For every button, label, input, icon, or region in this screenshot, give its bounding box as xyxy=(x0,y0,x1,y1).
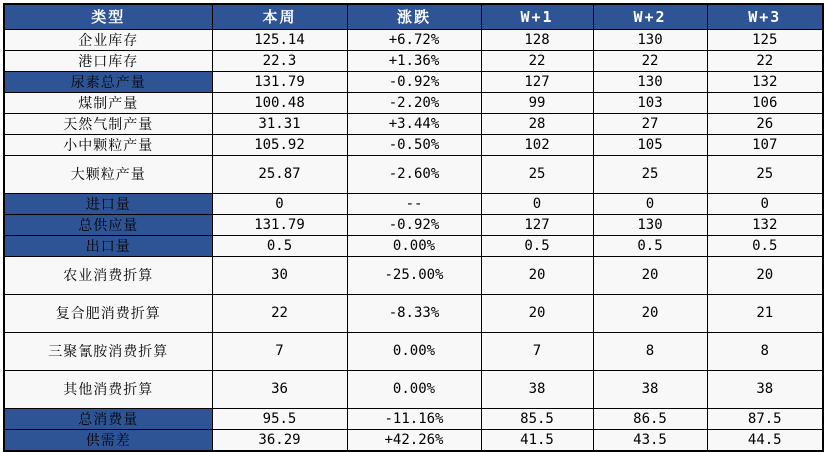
value-cell-w2: 22 xyxy=(593,50,707,71)
value-cell-week: 131.79 xyxy=(212,214,347,235)
value-cell-w1: 41.5 xyxy=(481,429,593,451)
value-cell-change: +3.44% xyxy=(347,113,481,134)
value-cell-change: -0.92% xyxy=(347,214,481,235)
value-cell-w3: 25 xyxy=(707,155,823,193)
value-cell-w2: 20 xyxy=(593,256,707,294)
value-cell-change: +42.26% xyxy=(347,429,481,451)
row-label-cell: 三聚氰胺消费折算 xyxy=(4,332,212,370)
row-label-cell: 小中颗粒产量 xyxy=(4,134,212,155)
value-cell-w2: 43.5 xyxy=(593,429,707,451)
value-cell-w3: 38 xyxy=(707,370,823,408)
value-cell-w2: 0 xyxy=(593,193,707,214)
value-cell-week: 131.79 xyxy=(212,71,347,92)
value-cell-w3: 125 xyxy=(707,29,823,50)
value-cell-w3: 0.5 xyxy=(707,235,823,256)
value-cell-week: 105.92 xyxy=(212,134,347,155)
row-label-cell: 总供应量 xyxy=(4,214,212,235)
value-cell-w2: 38 xyxy=(593,370,707,408)
value-cell-w2: 130 xyxy=(593,214,707,235)
table-row xyxy=(4,29,823,50)
header-row xyxy=(4,4,823,29)
table-row xyxy=(4,370,823,408)
column-header-change: 涨跌 xyxy=(347,4,481,29)
value-cell-change: -25.00% xyxy=(347,256,481,294)
value-cell-change: 0.00% xyxy=(347,235,481,256)
value-cell-w3: 87.5 xyxy=(707,408,823,429)
row-label-cell: 农业消费折算 xyxy=(4,256,212,294)
value-cell-w2: 25 xyxy=(593,155,707,193)
value-cell-week: 95.5 xyxy=(212,408,347,429)
table-row xyxy=(4,92,823,113)
value-cell-w2: 130 xyxy=(593,29,707,50)
value-cell-w2: 8 xyxy=(593,332,707,370)
value-cell-w3: 26 xyxy=(707,113,823,134)
table-header xyxy=(4,4,823,29)
value-cell-w2: 130 xyxy=(593,71,707,92)
column-header-w1: W+1 xyxy=(481,4,593,29)
value-cell-w1: 7 xyxy=(481,332,593,370)
value-cell-week: 7 xyxy=(212,332,347,370)
table-row xyxy=(4,235,823,256)
value-cell-w3: 106 xyxy=(707,92,823,113)
value-cell-w3: 44.5 xyxy=(707,429,823,451)
value-cell-change: +6.72% xyxy=(347,29,481,50)
column-header-w3: W+3 xyxy=(707,4,823,29)
value-cell-w3: 22 xyxy=(707,50,823,71)
column-header-w2: W+2 xyxy=(593,4,707,29)
value-cell-week: 22 xyxy=(212,294,347,332)
table-row xyxy=(4,71,823,92)
value-cell-w1: 28 xyxy=(481,113,593,134)
value-cell-w1: 99 xyxy=(481,92,593,113)
value-cell-w1: 38 xyxy=(481,370,593,408)
row-label-cell: 出口量 xyxy=(4,235,212,256)
row-label-cell: 供需差 xyxy=(4,429,212,451)
value-cell-w1: 20 xyxy=(481,256,593,294)
value-cell-week: 100.48 xyxy=(212,92,347,113)
value-cell-change: +1.36% xyxy=(347,50,481,71)
row-label-cell: 大颗粒产量 xyxy=(4,155,212,193)
table-row xyxy=(4,408,823,429)
row-label-cell: 复合肥消费折算 xyxy=(4,294,212,332)
value-cell-change: -- xyxy=(347,193,481,214)
value-cell-week: 36.29 xyxy=(212,429,347,451)
table-row xyxy=(4,113,823,134)
value-cell-change: 0.00% xyxy=(347,370,481,408)
table-row xyxy=(4,332,823,370)
value-cell-w3: 8 xyxy=(707,332,823,370)
value-cell-week: 0.5 xyxy=(212,235,347,256)
row-label-cell: 企业库存 xyxy=(4,29,212,50)
value-cell-week: 22.3 xyxy=(212,50,347,71)
value-cell-w2: 105 xyxy=(593,134,707,155)
table-body xyxy=(4,29,823,451)
value-cell-w3: 0 xyxy=(707,193,823,214)
value-cell-change: -2.20% xyxy=(347,92,481,113)
column-header-week: 本周 xyxy=(212,4,347,29)
value-cell-w1: 22 xyxy=(481,50,593,71)
urea-balance-table xyxy=(3,3,824,452)
table-row xyxy=(4,214,823,235)
value-cell-w1: 102 xyxy=(481,134,593,155)
value-cell-w1: 128 xyxy=(481,29,593,50)
table-row xyxy=(4,134,823,155)
value-cell-week: 25.87 xyxy=(212,155,347,193)
table-row xyxy=(4,256,823,294)
value-cell-week: 36 xyxy=(212,370,347,408)
value-cell-w1: 25 xyxy=(481,155,593,193)
value-cell-week: 30 xyxy=(212,256,347,294)
value-cell-w2: 103 xyxy=(593,92,707,113)
value-cell-w2: 27 xyxy=(593,113,707,134)
value-cell-w3: 21 xyxy=(707,294,823,332)
row-label-cell: 进口量 xyxy=(4,193,212,214)
value-cell-w1: 85.5 xyxy=(481,408,593,429)
row-label-cell: 总消费量 xyxy=(4,408,212,429)
value-cell-w2: 0.5 xyxy=(593,235,707,256)
value-cell-week: 0 xyxy=(212,193,347,214)
table-row xyxy=(4,155,823,193)
value-cell-w2: 86.5 xyxy=(593,408,707,429)
row-label-cell: 天然气制产量 xyxy=(4,113,212,134)
column-header-type: 类型 xyxy=(4,4,212,29)
value-cell-change: -8.33% xyxy=(347,294,481,332)
value-cell-w1: 0.5 xyxy=(481,235,593,256)
table-row xyxy=(4,193,823,214)
value-cell-w3: 20 xyxy=(707,256,823,294)
value-cell-w1: 0 xyxy=(481,193,593,214)
value-cell-w3: 132 xyxy=(707,71,823,92)
value-cell-change: -11.16% xyxy=(347,408,481,429)
row-label-cell: 尿素总产量 xyxy=(4,71,212,92)
value-cell-w2: 20 xyxy=(593,294,707,332)
value-cell-week: 31.31 xyxy=(212,113,347,134)
value-cell-change: -0.92% xyxy=(347,71,481,92)
value-cell-w3: 132 xyxy=(707,214,823,235)
value-cell-w3: 107 xyxy=(707,134,823,155)
row-label-cell: 港口库存 xyxy=(4,50,212,71)
value-cell-w1: 20 xyxy=(481,294,593,332)
table-row xyxy=(4,50,823,71)
value-cell-change: 0.00% xyxy=(347,332,481,370)
value-cell-change: -0.50% xyxy=(347,134,481,155)
value-cell-w1: 127 xyxy=(481,71,593,92)
value-cell-week: 125.14 xyxy=(212,29,347,50)
table-row xyxy=(4,429,823,451)
table-row xyxy=(4,294,823,332)
row-label-cell: 其他消费折算 xyxy=(4,370,212,408)
value-cell-change: -2.60% xyxy=(347,155,481,193)
row-label-cell: 煤制产量 xyxy=(4,92,212,113)
value-cell-w1: 127 xyxy=(481,214,593,235)
